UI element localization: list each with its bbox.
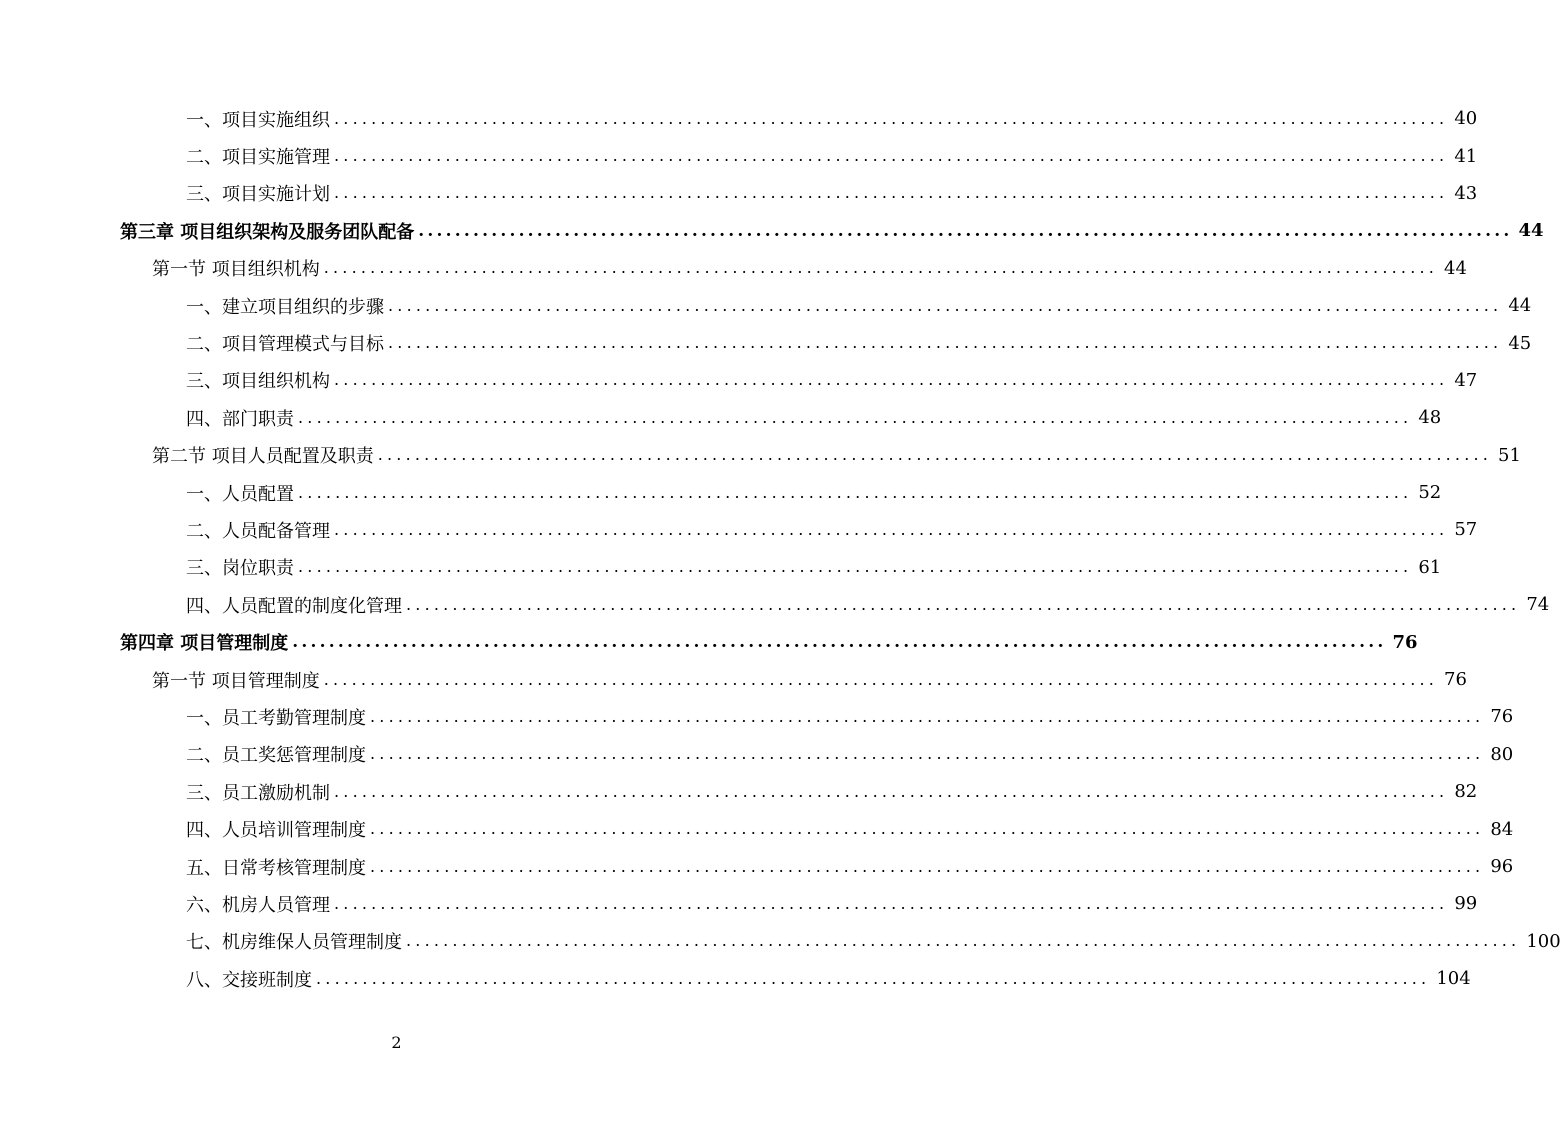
toc-entry-title: 三、员工激励机制 xyxy=(186,782,330,804)
toc-entry-page: 52 xyxy=(1418,482,1442,504)
toc-dot-leader: ........................................................................................................................ xyxy=(388,295,1503,315)
toc-entry-page: 61 xyxy=(1418,556,1442,578)
toc-entry-page: 47 xyxy=(1454,369,1478,391)
toc-entry-page: 44 xyxy=(1508,295,1532,317)
toc-subsection-entry[interactable] xyxy=(0,474,1442,511)
toc-entry-page: 44 xyxy=(1444,257,1467,279)
toc-dot-leader: ........................................................................................................................ xyxy=(334,146,1449,166)
toc-subsection-entry[interactable] xyxy=(0,549,1442,586)
toc-dot-leader: ........................................................................................................................ xyxy=(370,819,1485,839)
toc-entry-title: 四、人员培训管理制度 xyxy=(186,820,366,842)
toc-dot-leader: ........................................................................................................................ xyxy=(334,370,1449,390)
toc-entry-page: 57 xyxy=(1454,519,1478,541)
toc-subsection-entry[interactable] xyxy=(0,362,1478,399)
toc-subsection-entry[interactable] xyxy=(0,848,1514,885)
toc-dot-leader: ........................................................................................................................ xyxy=(370,744,1485,764)
toc-dot-leader: ........................................................................................................................ xyxy=(292,632,1387,653)
toc-entry-title: 一、建立项目组织的步骤 xyxy=(186,296,384,318)
toc-subsection-entry[interactable] xyxy=(0,324,1532,361)
toc-dot-leader: ........................................................................................................................ xyxy=(298,407,1413,427)
toc-dot-leader: ........................................................................................................................ xyxy=(334,108,1449,128)
toc-entry-title: 八、交接班制度 xyxy=(186,969,312,991)
toc-entry-title: 四、部门职责 xyxy=(186,408,294,430)
toc-entry-page: 43 xyxy=(1454,182,1478,204)
page-number: 2 xyxy=(391,1033,402,1052)
toc-entry-title: 五、日常考核管理制度 xyxy=(186,857,366,879)
toc-subsection-entry[interactable] xyxy=(0,736,1514,773)
toc-dot-leader: ........................................................................................................................ xyxy=(334,519,1449,539)
toc-entry-title: 一、项目实施组织 xyxy=(186,109,330,131)
toc-entry-title: 一、人员配置 xyxy=(186,483,294,505)
toc-entry-page: 80 xyxy=(1490,743,1514,765)
toc-subsection-entry[interactable] xyxy=(0,511,1478,548)
toc-subsection-entry[interactable] xyxy=(0,773,1478,810)
toc-subsection-entry[interactable] xyxy=(0,100,1478,137)
toc-chapter-entry[interactable] xyxy=(0,623,1418,660)
toc-entry-title: 一、员工考勤管理制度 xyxy=(186,707,366,729)
toc-entry-title: 第一节 项目组织机构 xyxy=(152,259,320,281)
toc-dot-leader: ........................................................................................................................ xyxy=(323,258,1439,278)
toc-entry-title: 二、人员配备管理 xyxy=(186,520,330,542)
toc-entry-page: 45 xyxy=(1508,332,1532,354)
toc-entry-title: 七、机房维保人员管理制度 xyxy=(186,932,402,954)
toc-entry-page: 48 xyxy=(1418,407,1442,429)
toc-dot-leader: ........................................................................................................................ xyxy=(406,594,1521,614)
toc-section-entry[interactable] xyxy=(0,661,1467,698)
toc-subsection-entry[interactable] xyxy=(0,399,1442,436)
toc-entry-title: 三、项目实施计划 xyxy=(186,184,330,206)
toc-subsection-entry[interactable] xyxy=(0,698,1514,735)
toc-dot-leader: ........................................................................................................................ xyxy=(323,669,1439,689)
toc-entry-title: 二、员工奖惩管理制度 xyxy=(186,745,366,767)
toc-dot-leader: ........................................................................................................................ xyxy=(334,183,1449,203)
toc-entry-page: 51 xyxy=(1498,444,1521,466)
toc-entry-page: 41 xyxy=(1454,145,1478,167)
toc-entry-title: 二、项目管理模式与目标 xyxy=(186,334,384,356)
toc-entry-page: 76 xyxy=(1392,631,1418,653)
toc-subsection-entry[interactable] xyxy=(0,287,1532,324)
toc-dot-leader: ........................................................................................................................ xyxy=(388,333,1503,353)
toc-entry-title: 第四章 项目管理制度 xyxy=(120,633,289,655)
toc-entry-title: 三、岗位职责 xyxy=(186,558,294,580)
toc-entry-page: 100 xyxy=(1526,930,1561,952)
toc-dot-leader: ........................................................................................................................ xyxy=(298,557,1413,577)
toc-entry-page: 99 xyxy=(1454,893,1478,915)
toc-entry-page: 76 xyxy=(1490,706,1514,728)
toc-dot-leader: ........................................................................................................................ xyxy=(334,781,1449,801)
toc-entry-page: 82 xyxy=(1454,781,1478,803)
table-of-contents xyxy=(0,100,1561,997)
toc-entry-page: 84 xyxy=(1490,818,1514,840)
toc-entry-page: 104 xyxy=(1436,968,1471,990)
toc-dot-leader: ........................................................................................................................ xyxy=(406,931,1521,951)
toc-entry-title: 六、机房人员管理 xyxy=(186,894,330,916)
toc-entry-title: 第一节 项目管理制度 xyxy=(152,670,320,692)
toc-chapter-entry[interactable] xyxy=(0,212,1544,249)
toc-subsection-entry[interactable] xyxy=(0,175,1478,212)
toc-subsection-entry[interactable] xyxy=(0,885,1478,922)
toc-subsection-entry[interactable] xyxy=(0,923,1561,960)
toc-dot-leader: ........................................................................................................................ xyxy=(316,968,1431,988)
toc-dot-leader: ........................................................................................................................ xyxy=(370,706,1485,726)
toc-subsection-entry[interactable] xyxy=(0,810,1514,847)
toc-dot-leader: ........................................................................................................................ xyxy=(298,482,1413,502)
toc-dot-leader: ........................................................................................................................ xyxy=(334,893,1449,913)
toc-dot-leader: ........................................................................................................................ xyxy=(377,445,1493,465)
toc-entry-page: 96 xyxy=(1490,856,1514,877)
toc-section-entry[interactable] xyxy=(0,437,1521,474)
toc-entry-page: 40 xyxy=(1454,108,1478,130)
toc-subsection-entry[interactable] xyxy=(0,586,1550,623)
toc-entry-page: 44 xyxy=(1518,220,1544,242)
toc-section-entry[interactable] xyxy=(0,250,1467,287)
toc-entry-page: 74 xyxy=(1526,594,1550,616)
toc-dot-leader: ........................................................................................................................ xyxy=(370,856,1485,876)
toc-entry-title: 三、项目组织机构 xyxy=(186,371,330,393)
toc-entry-page: 76 xyxy=(1444,669,1467,691)
toc-entry-title: 第三章 项目组织架构及服务团队配备 xyxy=(120,221,415,243)
toc-entry-title: 第二节 项目人员配置及职责 xyxy=(152,446,374,468)
toc-entry-title: 二、项目实施管理 xyxy=(186,147,330,169)
toc-dot-leader: ........................................................................................................................ xyxy=(418,220,1513,241)
toc-subsection-entry[interactable] xyxy=(0,960,1471,997)
toc-subsection-entry[interactable] xyxy=(0,137,1478,174)
toc-entry-title: 四、人员配置的制度化管理 xyxy=(186,595,402,617)
